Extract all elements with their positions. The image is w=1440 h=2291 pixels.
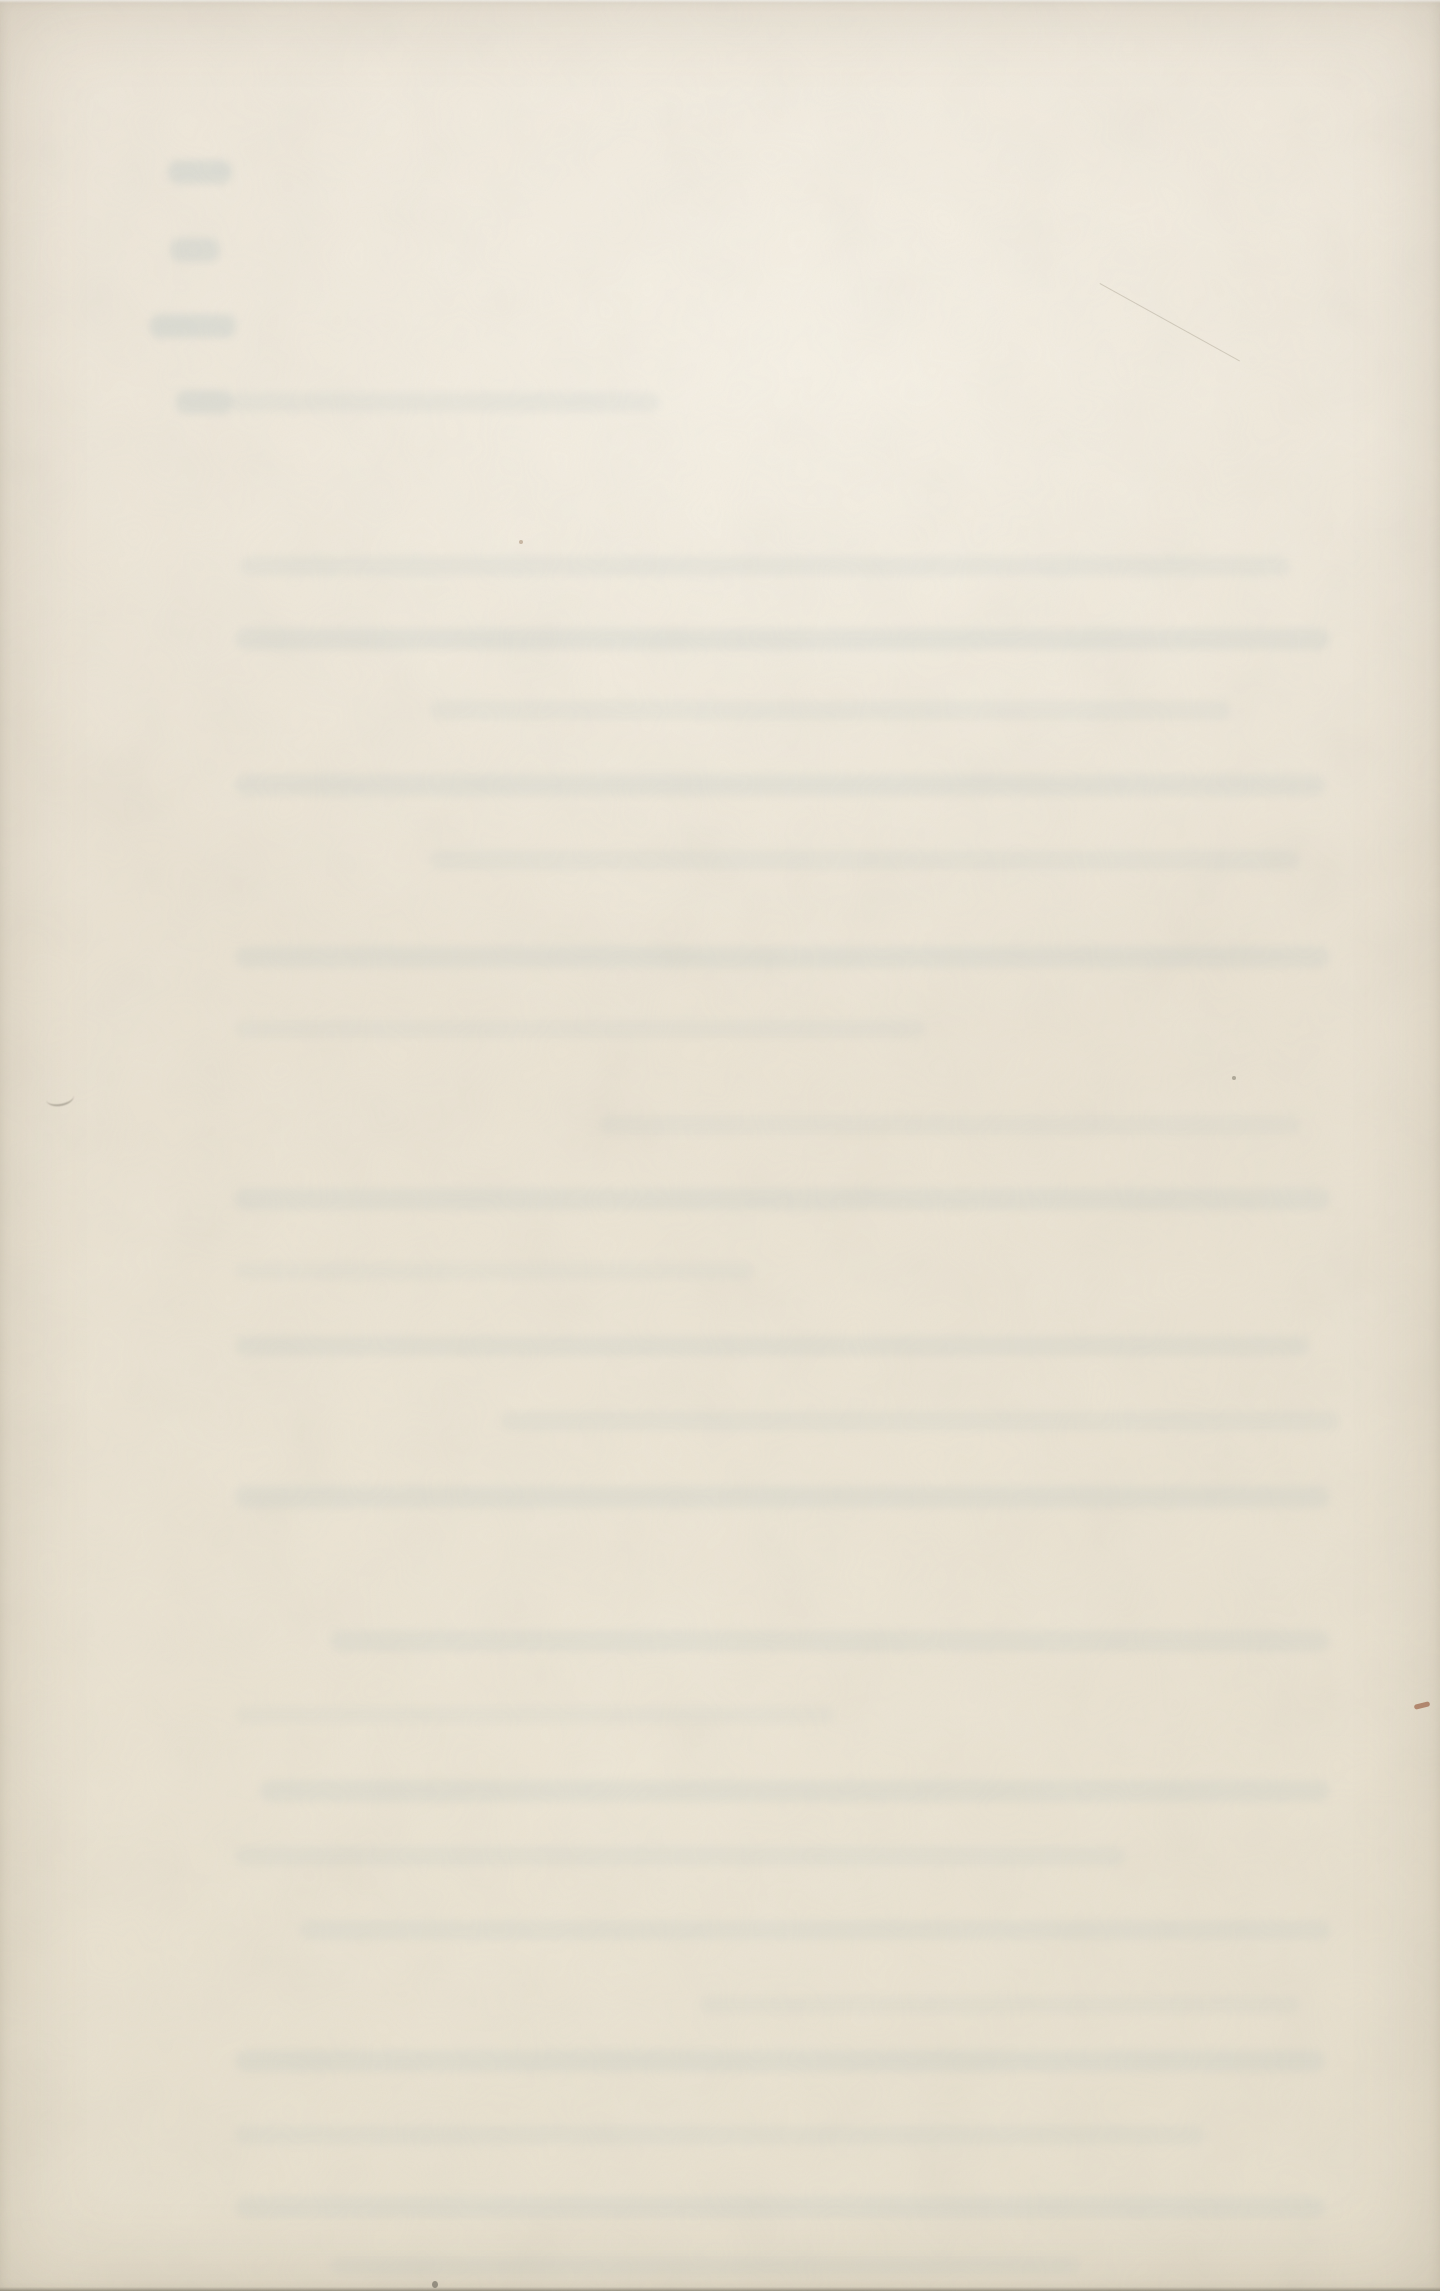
bleed-through-smudge bbox=[235, 2125, 1205, 2145]
bleed-through-smudge bbox=[500, 1411, 1340, 1431]
bleed-through-smudge bbox=[235, 946, 1330, 968]
bleed-through-smudge bbox=[235, 1706, 835, 1724]
bleed-through-smudge bbox=[168, 160, 232, 184]
bleed-through-smudge bbox=[235, 774, 1325, 796]
bleed-through-smudge bbox=[235, 1262, 755, 1280]
pencil-squiggle-mark bbox=[45, 1088, 75, 1109]
bleed-through-smudge bbox=[235, 1846, 1125, 1866]
bleed-through-smudge bbox=[430, 850, 1300, 870]
bleed-through-smudge bbox=[430, 700, 1230, 720]
bleed-through-smudge bbox=[235, 2196, 1325, 2218]
bleed-through-smudge bbox=[235, 628, 1330, 650]
bleed-through-smudge bbox=[235, 1188, 1330, 1210]
bleed-through-smudge bbox=[235, 1336, 1310, 1356]
scan-scratch-line bbox=[1100, 283, 1240, 361]
scan-top-edge bbox=[0, 0, 1440, 3]
bleed-through-smudge bbox=[170, 238, 220, 262]
bleed-through-smudge bbox=[700, 1996, 1300, 2014]
bleed-through-smudge bbox=[235, 1486, 1330, 1508]
bleed-through-smudge bbox=[150, 314, 236, 338]
bleed-through-smudge bbox=[240, 556, 1290, 576]
bleed-through-smudge bbox=[235, 1020, 925, 1038]
paper-speck bbox=[1232, 1076, 1236, 1080]
bleed-through-smudge bbox=[300, 1920, 1330, 1940]
bleed-through-smudge bbox=[176, 390, 232, 414]
bleed-through-smudge bbox=[230, 392, 660, 412]
bleed-through-smudge bbox=[330, 2256, 1080, 2274]
paper-speck bbox=[519, 540, 523, 544]
bleed-through-smudge bbox=[600, 1115, 1300, 1135]
bleed-through-smudge bbox=[235, 2050, 1325, 2072]
red-ink-fleck bbox=[1414, 1701, 1431, 1710]
scan-bottom-edge bbox=[0, 2287, 1440, 2291]
bleed-through-smudge bbox=[260, 1780, 1330, 1802]
bleed-through-smudge bbox=[330, 1630, 1330, 1652]
